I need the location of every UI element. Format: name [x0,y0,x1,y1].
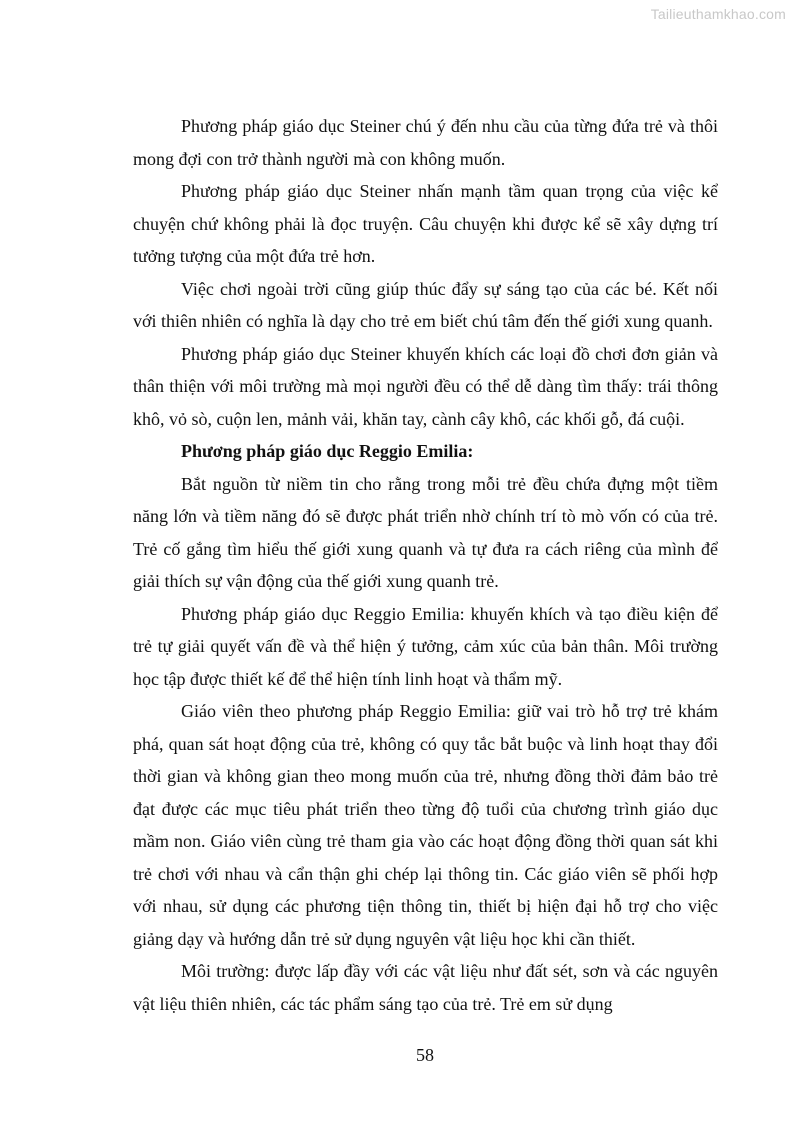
paragraph: Phương pháp giáo dục Steiner nhấn mạnh tầm quan trọng của việc kể chuyện chứ không phải là đọc truyện. Câu chuyện khi được kể sẽ xây dựng trí tưởng tượng của một đứa trẻ hơn. [133,181,718,266]
paragraph: Giáo viên theo phương pháp Reggio Emilia: giữ vai trò hỗ trợ trẻ khám phá, quan sát hoạt động của trẻ, không có quy tắc bắt buộc và linh hoạt thay đổi thời gian và không gian theo mong muốn của trẻ, nhưng đồng thời đảm bảo trẻ đạt được các mục tiêu phát triển theo từng độ tuổi của chương trình giáo dục mầm non. Giáo viên cùng trẻ tham gia vào các hoạt động đồng thời quan sát khi trẻ chơi với nhau và cẩn thận ghi chép lại thông tin. Các giáo viên sẽ phối hợp với nhau, sử dụng các phương tiện thông tin, thiết bị hiện đại hỗ trợ cho việc giảng dạy và hướng dẫn trẻ sử dụng nguyên vật liệu học khi cần thiết. [133,701,718,949]
watermark: Tailieuthamkhao.com [650,6,786,22]
paragraph: Môi trường: được lấp đầy với các vật liệu như đất sét, sơn và các nguyên vật liệu thiên nhiên, các tác phẩm sáng tạo của trẻ. Trẻ em sử dụng [133,961,718,1014]
paragraph: Phương pháp giáo dục Steiner khuyến khích các loại đồ chơi đơn giản và thân thiện với môi trường mà mọi người đều có thể dễ dàng tìm thấy: trái thông khô, vỏ sò, cuộn len, mảnh vải, khăn tay, cành cây khô, các khối gỗ, đá cuội. [133,343,718,429]
paragraph: Bắt nguồn từ niềm tin cho rằng trong mỗi trẻ đều chứa đựng một tiềm năng lớn và tiềm năng đó sẽ được phát triển nhờ chính trí tò mò vốn có của trẻ. Trẻ cố gắng tìm hiểu thế giới xung quanh và tự đưa ra cách riêng của mình để giải thích sự vận động của thế giới xung quanh trẻ. [133,473,718,591]
document-body [133,110,718,1020]
paragraph: Việc chơi ngoài trời cũng giúp thúc đẩy sự sáng tạo của các bé. Kết nối với thiên nhiên có nghĩa là dạy cho trẻ em biết chú tâm đến thế giới xung quanh. [133,278,718,331]
paragraph: Phương pháp giáo dục Reggio Emilia: khuyến khích và tạo điều kiện để trẻ tự giải quyết vấn đề và thể hiện ý tưởng, cảm xúc của bản thân. Môi trường học tập được thiết kế để thể hiện tính linh hoạt và thẩm mỹ. [133,603,718,689]
paragraph: Phương pháp giáo dục Steiner chú ý đến nhu cầu của từng đứa trẻ và thôi mong đợi con trở thành người mà con không muốn. [133,116,718,169]
page-number: 58 [416,1045,434,1065]
section-heading: Phương pháp giáo dục Reggio Emilia: [181,441,474,461]
